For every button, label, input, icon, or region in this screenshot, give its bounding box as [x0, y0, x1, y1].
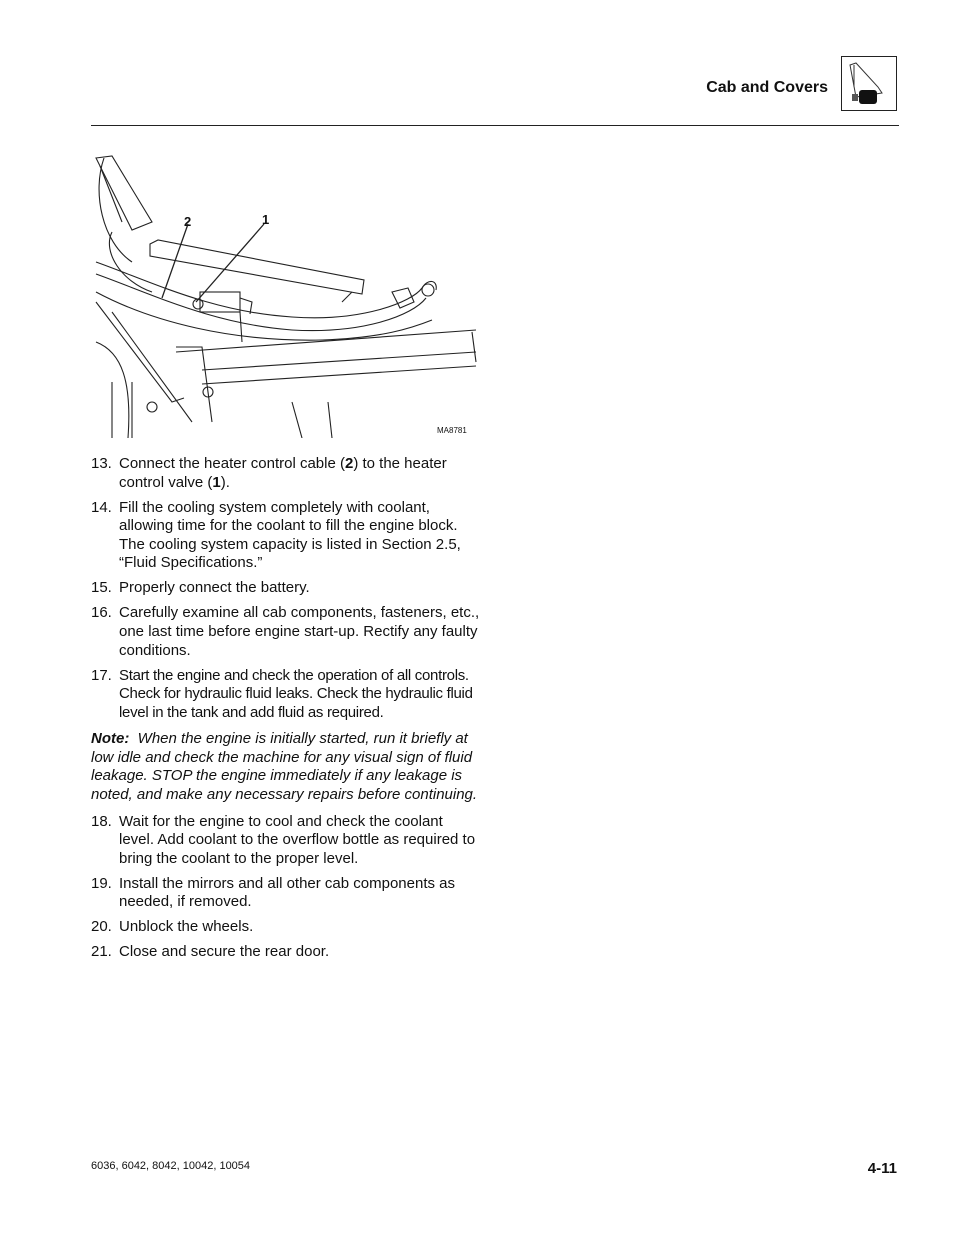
step-number: 21. [91, 943, 112, 961]
list-item [91, 455, 481, 492]
step-text: Fill the cooling system completely with coolant, allowing time for the coolant to fill the engine block. The cooling system capacity is listed in Section 2.5, “Fluid Specifications.” [119, 498, 461, 572]
note-text: When the engine is initially started, run it briefly at low idle and check the machine for any visual sign of fluid leakage. STOP the engine immediately if any leakage is noted, and make any necessary repairs before continuing. [91, 730, 478, 804]
callout-ref: 2 [344, 455, 354, 472]
list-item [91, 667, 481, 723]
note-label: Note: [91, 730, 130, 748]
step-number: 18. [91, 812, 112, 830]
step-text: Close and secure the rear door. [119, 943, 330, 961]
step-text [119, 455, 481, 492]
list-item [91, 813, 481, 869]
steps-list-continued [91, 813, 481, 962]
telehandler-cab-icon [841, 56, 897, 111]
list-item [91, 875, 481, 912]
header-rule [91, 125, 899, 126]
step-text: Install the mirrors and all other cab components as needed, if removed. [119, 874, 455, 911]
step-number: 20. [91, 918, 112, 936]
step-text: Carefully examine all cab components, fasteners, etc., one last time before engine start-up. Rectify any faulty conditions. [119, 604, 480, 659]
step-text: Properly connect the battery. [119, 579, 310, 597]
section-title: Cab and Covers [706, 79, 828, 96]
callout-1: 1 [262, 212, 270, 227]
list-item [91, 604, 481, 660]
note-block [91, 730, 481, 804]
step-number: 19. [91, 874, 112, 892]
step-number: 16. [91, 604, 112, 622]
heater-valve-illustration [92, 152, 480, 438]
page-number: 4-11 [867, 1160, 897, 1177]
callout-ref: 1 [212, 473, 221, 491]
list-item [91, 918, 481, 937]
step-text: Start the engine and check the operation of all controls. Check for hydraulic fluid leaks. Check the hydraulic fluid level in the tank and add fluid as required. [119, 666, 473, 721]
step-text: Unblock the wheels. [119, 918, 254, 936]
step-text: Wait for the engine to cool and check the coolant level. Add coolant to the overflow bottle as required to bring the coolant to the proper level. [119, 812, 476, 867]
step-text-part: Connect the heater control cable ( [119, 455, 345, 472]
footer-models: 6036, 6042, 8042, 10042, 10054 [91, 1160, 251, 1172]
step-number: 13. [91, 455, 112, 472]
list-item [91, 943, 481, 962]
list-item [91, 499, 481, 573]
list-item [91, 579, 481, 598]
step-number: 15. [91, 579, 112, 597]
step-text-part: ) to the heater control valve ( [119, 455, 447, 491]
step-text-part: ). [220, 473, 230, 491]
procedure-content [91, 455, 481, 968]
callout-2: 2 [184, 214, 192, 229]
figure-id: MA8781 [437, 426, 467, 435]
step-number: 14. [91, 498, 112, 516]
steps-list [91, 455, 481, 722]
step-number: 17. [91, 666, 112, 684]
